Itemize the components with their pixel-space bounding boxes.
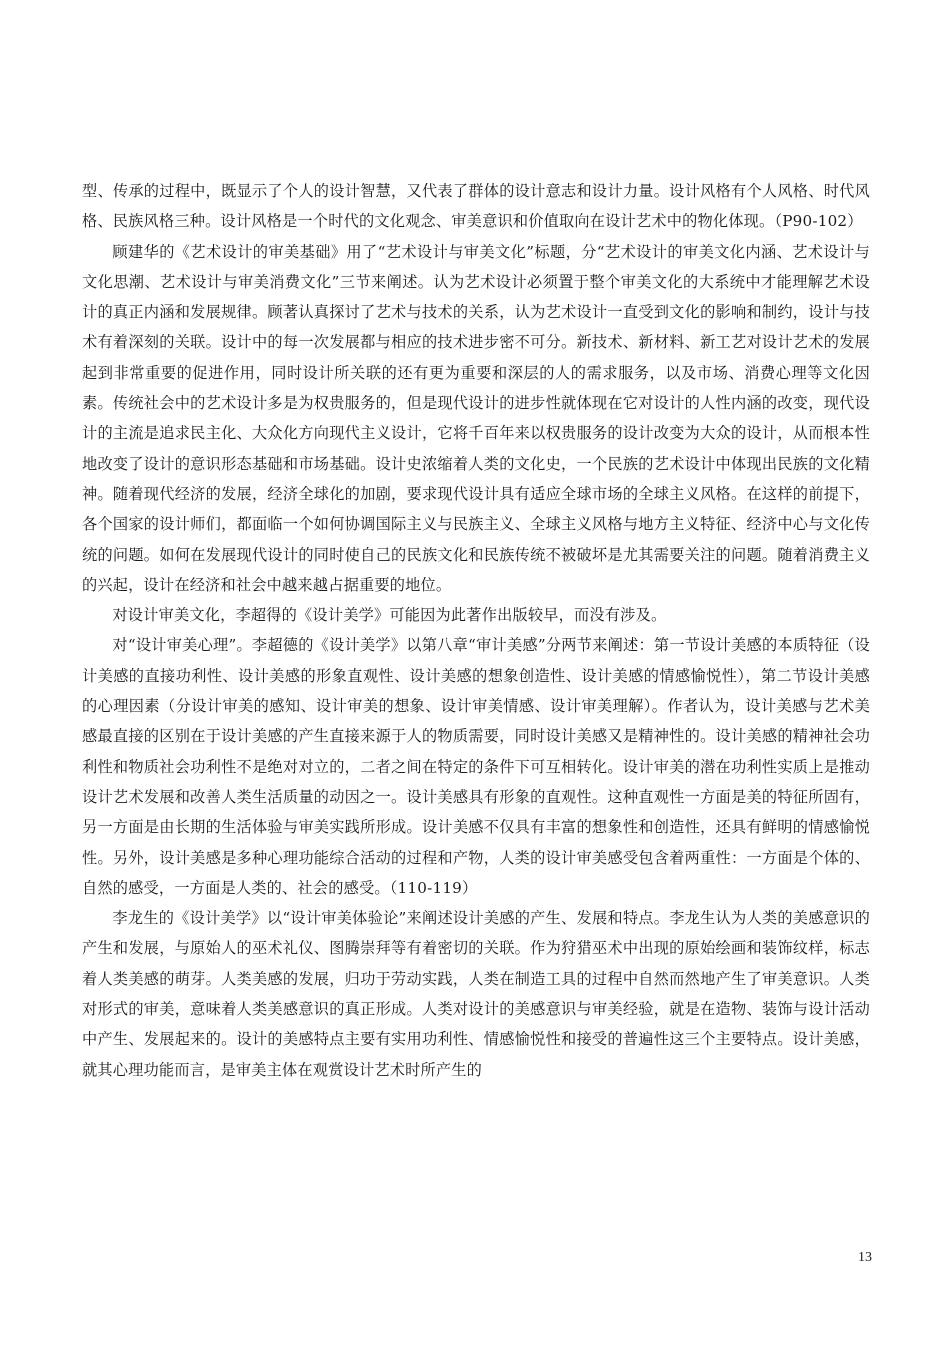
- paragraph-design-aesthetic-culture: 对设计审美文化，李超得的《设计美学》可能因为此著作出版较早，而没有涉及。: [112, 606, 667, 625]
- paragraph-design-aesthetic-psychology: 对“设计审美心理”。李超德的《设计美学》以第八章“审计美感”分两节来阐述：第一节设计美感的本质特征（设计美感的直接功利性、设计美感的形象直观性、设计美感的想象创造性、设计美感的情感愉悦性），第二节设计美感的心理因素（分设计审美的感知、设计审美的想象、设计审美情感、设计审美理解）。作者认为，设计美感与艺术美感最直接的区别在于设计美感的产生直接来源于人的物质需要，同时设计美感又是精神性的。设计美感的精神社会功利性和物质社会功利性不是绝对对立的，二者之间在特定的条件下可互相转化。设计审美的潜在功利性实质上是推动设计艺术发展和改善人类生活质量的动因之一。设计美感具有形象的直观性。这种直观性一方面是美的特征所固有，另一方面是由长期的生活体验与审美实践所形成。设计美感不仅具有丰富的想象性和创造性，还具有鲜明的情感愉悦性。另外，设计美感是多种心理功能综合活动的过程和产物，人类的设计审美感受包含着两重性：一方面是个体的、自然的感受，一方面是人类的、社会的感受。（110-119）: [82, 636, 870, 897]
- page-number: 13: [858, 1250, 872, 1265]
- paragraph-gu-jianhua: 顾建华的《艺术设计的审美基础》用了“艺术设计与审美文化”标题，分“艺术设计的审美文化内涵、艺术设计与文化思潮、艺术设计与审美消费文化”三节来阐述。认为艺术设计必须置于整个审美文化的大系统中才能理解艺术设计的真正内涵和发展规律。顾著认真探讨了艺术与技术的关系，认为艺术设计一直受到文化的影响和制约，设计与技术有着深刻的关联。设计中的每一次发展都与相应的技术进步密不可分。新技术、新材料、新工艺对设计艺术的发展起到非常重要的促进作用，同时设计所关联的还有更为重要和深层的人的需求服务，以及市场、消费心理等文化因素。传统社会中的艺术设计多是为权贵服务的，但是现代设计的进步性就体现在它对设计的人性内涵的改变，现代设计的主流是追求民主化、大众化方向现代主义设计，它将千百年来以权贵服务的设计改变为大众的设计，从而根本性地改变了设计的意识形态基础和市场基础。设计史浓缩着人类的文化史，一个民族的艺术设计中体现出民族的文化精神。随着现代经济的发展，经济全球化的加剧，要求现代设计具有适应全球市场的全球主义风格。在这样的前提下，各个国家的设计师们，都面临一个如何协调国际主义与民族主义、全球主义风格与地方主义特征、经济中心与文化传统的问题。如何在发展现代设计的同时使自己的民族文化和民族传统不被破坏是尤其需要关注的问题。随着消费主义的兴起，设计在经济和社会中越来越占据重要的地位。: [82, 242, 870, 594]
- paragraph-li-longsheng: 李龙生的《设计美学》以“设计审美体验论”来阐述设计美感的产生、发展和特点。李龙生认为人类的美感意识的产生和发展，与原始人的巫术礼仪、图腾崇拜等有着密切的关联。作为狩猎巫术中出现的原始绘画和装饰纹样，标志着人类美感的萌芽。人类美感的发展，归功于劳动实践，人类在制造工具的过程中自然而然地产生了审美意识。人类对形式的审美，意味着人类美感意识的真正形成。人类对设计的美感意识与审美经验，就是在造物、装饰与设计活动中产生、发展起来的。设计的美感特点主要有实用功利性、情感愉悦性和接受的普遍性这三个主要特点。设计美感，就其心理功能而言，是审美主体在观赏设计艺术时所产生的: [82, 909, 870, 1079]
- body-text: [82, 176, 870, 1085]
- paragraph-continuation: 型、传承的过程中，既显示了个人的设计智慧，又代表了群体的设计意志和设计力量。设计风格有个人风格、时代风格、民族风格三种。设计风格是一个时代的文化观念、审美意识和价值取向在设计艺术中的物化体现。（P90-102）: [82, 182, 870, 231]
